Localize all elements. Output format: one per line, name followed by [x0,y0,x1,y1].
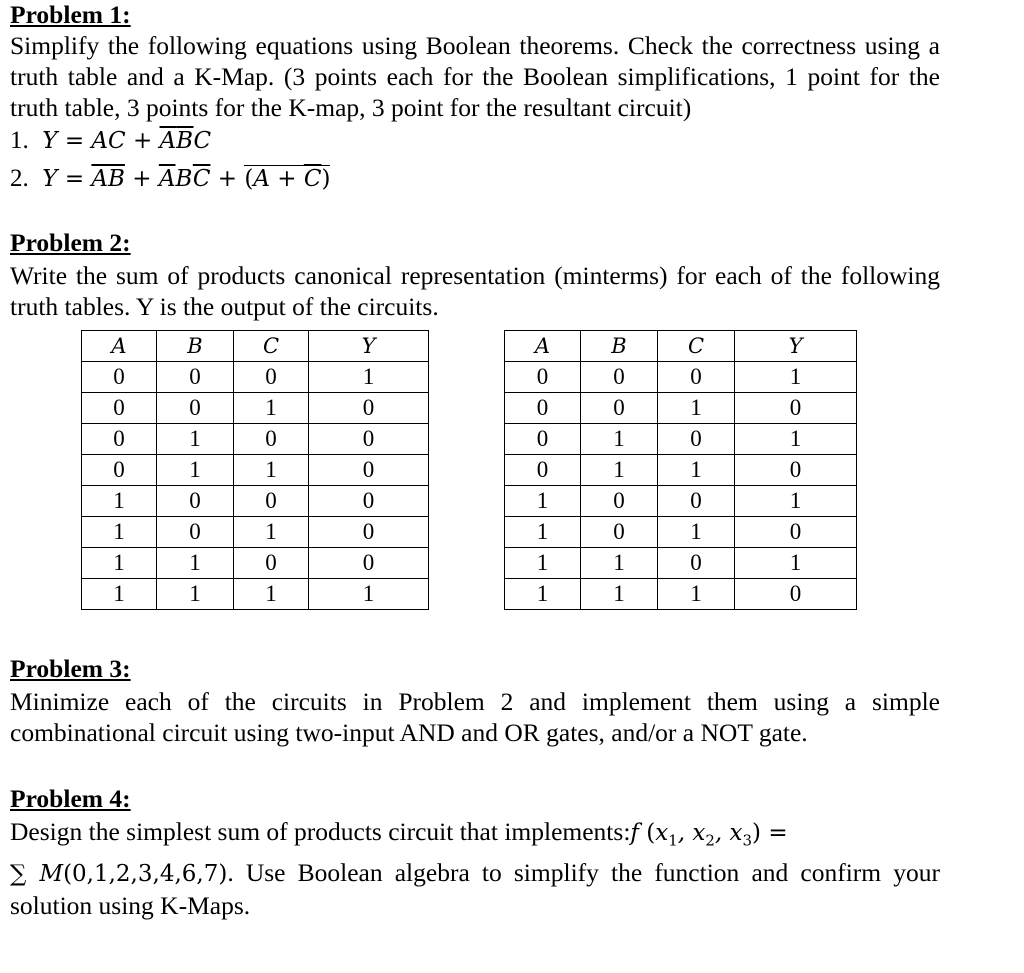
table-cell: 0 [82,455,157,486]
problem-4-function: f ($x_1$, $x_2$, $x_3$) = ∑ M(0,1,2,3,4,6,7) [10,820,788,887]
problem-3-heading: Problem 3: [10,654,131,683]
table-cell: 0 [505,393,581,424]
table-row [505,362,857,393]
truth-table-right [504,330,857,610]
table-cell: 0 [309,424,429,455]
table-cell: 1 [157,424,234,455]
table-cell: 0 [735,455,857,486]
table-cell: 1 [658,455,735,486]
table-cell: 1 [505,548,581,579]
column-header: B [157,331,234,362]
problem-4-text-start: Design the simplest sum of products circuit that implements: [10,817,631,846]
table-cell: 1 [309,362,429,393]
problem-2-heading: Problem 2: [10,228,131,257]
table-cell: 1 [658,579,735,610]
table-cell: 0 [157,517,234,548]
table-row [505,455,857,486]
table-cell: 0 [82,424,157,455]
table-cell: 0 [309,486,429,517]
table-cell: 0 [82,362,157,393]
table-cell: 1 [505,579,581,610]
problem-4-text-end: . Use Boolean algebra to simplify the function and confirm your solution using K-Maps. [10,857,940,920]
table-cell: 1 [581,548,658,579]
table-cell: 1 [735,486,857,517]
table-cell: 1 [658,393,735,424]
table-cell: 0 [735,579,857,610]
table-cell: 1 [581,424,658,455]
problem-4-heading: Problem 4: [10,784,131,813]
table-cell: 1 [505,486,581,517]
table-cell: 0 [658,548,735,579]
table-row [505,548,857,579]
column-header: Y [309,331,429,362]
table-cell: 0 [735,393,857,424]
equation-2-expression: $Y = \overline{A}\overline{B} + \overline{A}B\overline{C} + (A + \overline{C})$ [35,166,331,192]
table-cell: 1 [157,579,234,610]
table-row [505,393,857,424]
table-row [82,517,429,548]
table-cell: 1 [735,362,857,393]
table-cell: 0 [735,517,857,548]
table-cell: 0 [309,393,429,424]
table-cell: 0 [157,362,234,393]
column-header: A [505,331,581,362]
table-cell: 1 [735,424,857,455]
problem-4-text [10,816,940,921]
table-cell: 0 [82,393,157,424]
table-cell: 1 [581,455,658,486]
table-row [82,393,429,424]
table-cell: 0 [157,393,234,424]
table-cell: 0 [234,424,309,455]
problem-2-text: Write the sum of products canonical representation (minterms) for each of the following truth tables. Y is the output of the circuits. [10,261,940,321]
table-cell: 1 [581,579,658,610]
table-cell: 0 [234,362,309,393]
table-row [82,424,429,455]
table-row [82,548,429,579]
table-cell: 0 [309,548,429,579]
table-row [505,486,857,517]
table-cell: 0 [658,424,735,455]
table-header-row [82,331,429,362]
table-cell: 1 [234,517,309,548]
column-header: C [658,331,735,362]
table-cell: 0 [658,486,735,517]
table-cell: 0 [581,486,658,517]
table-row [82,579,429,610]
table-cell: 0 [505,424,581,455]
table-cell: 0 [234,486,309,517]
equation-2 [10,163,330,195]
table-cell: 0 [658,362,735,393]
table-cell: 0 [505,362,581,393]
equation-1-number: 1. [10,127,29,154]
equation-2-number: 2. [10,165,29,192]
table-cell: 1 [234,579,309,610]
table-header-row [505,331,857,362]
equation-1 [10,125,211,157]
column-header: B [581,331,658,362]
table-row [82,486,429,517]
table-body [82,362,429,610]
table-cell: 0 [581,393,658,424]
table-cell: 0 [581,362,658,393]
table-cell: 1 [82,579,157,610]
table-cell: 1 [82,517,157,548]
column-header: C [234,331,309,362]
column-header: A [82,331,157,362]
table-cell: 1 [82,548,157,579]
table-row [505,579,857,610]
table-cell: 0 [505,455,581,486]
table-cell: 1 [505,517,581,548]
table-cell: 0 [157,486,234,517]
table-cell: 0 [234,548,309,579]
table-body [505,362,857,610]
problem-1-heading: Problem 1: [10,0,131,29]
table-cell: 0 [581,517,658,548]
table-cell: 1 [82,486,157,517]
table-row [82,362,429,393]
table-cell: 1 [234,393,309,424]
table-row [505,517,857,548]
table-cell: 1 [157,455,234,486]
problem-1-text: Simplify the following equations using Boolean theorems. Check the correctness using a truth table and a K-Map. (3 points each for the Boolean simplifications, 1 point for the truth table, 3 points for the K-map, 3 point for the resultant circuit) [10,31,940,122]
table-cell: 1 [735,548,857,579]
equation-1-expression: Y = AC + $\overline{A}\overline{B}C$ [35,128,212,154]
table-cell: 1 [309,579,429,610]
table-row [505,424,857,455]
problem-3-text: Minimize each of the circuits in Problem 2 and implement them using a simple combinational circuit using two-input AND and OR gates, and/or a NOT gate. [10,687,940,747]
table-cell: 1 [234,455,309,486]
truth-table-left [81,330,429,610]
table-row [82,455,429,486]
table-cell: 0 [309,455,429,486]
column-header: Y [735,331,857,362]
table-cell: 1 [157,548,234,579]
table-cell: 1 [658,517,735,548]
table-cell: 0 [309,517,429,548]
